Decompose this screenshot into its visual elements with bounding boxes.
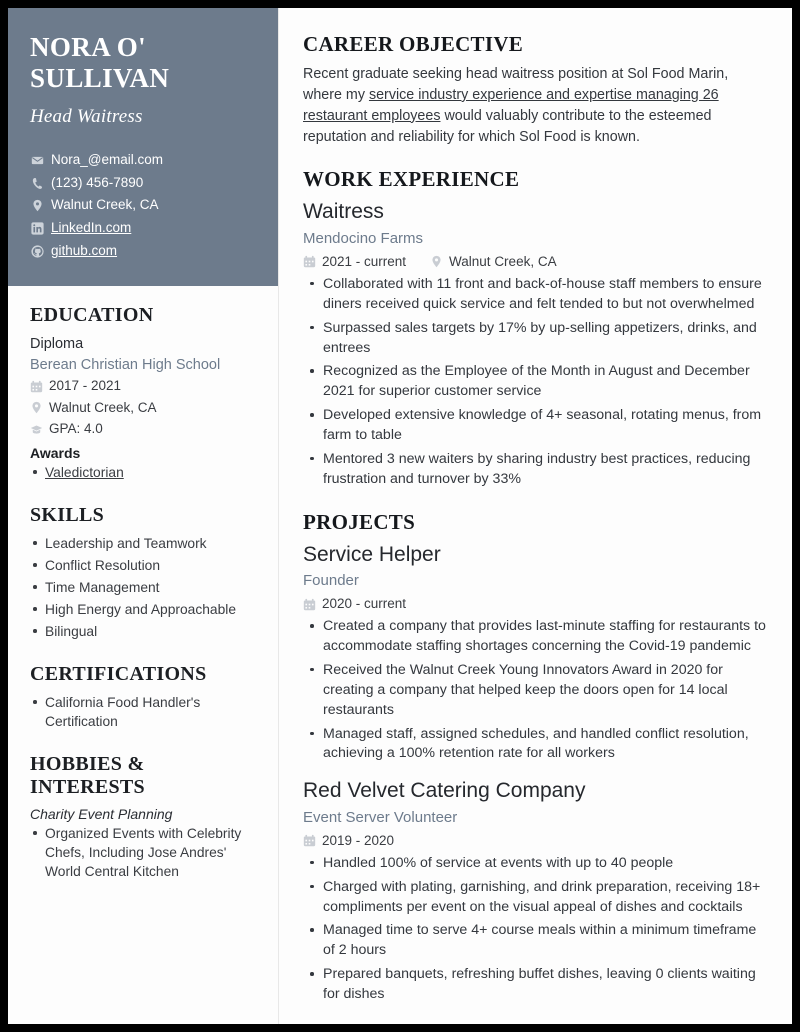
education-dates: 2017 - 2021 xyxy=(49,378,122,394)
list-item xyxy=(30,534,256,553)
list-item xyxy=(30,578,256,597)
education-dates-row xyxy=(30,376,256,396)
list-item xyxy=(30,622,256,641)
resume-page xyxy=(8,8,792,1024)
certifications-title: CERTIFICATIONS xyxy=(30,663,207,686)
entry-employer: Mendocino Farms xyxy=(303,229,424,247)
entry-employer: Founder xyxy=(303,571,359,589)
work-experience-section xyxy=(303,167,770,489)
sidebar-body xyxy=(8,286,278,913)
objective-part1: Recent graduate seeking head waitress position at Sol Food Marin, where my xyxy=(303,66,729,103)
graduation-cap-icon xyxy=(30,423,43,436)
main-column xyxy=(279,8,792,1024)
hobbies-list xyxy=(30,824,256,881)
list-item: Received the Walnut Creek Young Innovators Award in 2020 for creating a company that helped keep the doors open for 14 local restaurants xyxy=(303,661,770,721)
entry-employer: Event Server Volunteer xyxy=(303,808,458,826)
location-pin-icon xyxy=(30,199,44,213)
skills-title: SKILLS xyxy=(30,504,105,527)
projects-section xyxy=(303,510,770,1005)
contact-text: Nora_@email.com xyxy=(51,151,163,167)
entry-location-row xyxy=(430,252,557,272)
candidate-job-title: Head Waitress xyxy=(30,105,143,127)
list-item-text: Organized Events with Celebrity Chefs, Including Jose Andres' World Central Kitchen xyxy=(45,826,242,880)
hobbies-section xyxy=(30,753,256,881)
entry-dates-row xyxy=(303,594,406,614)
list-item-text: Bilingual xyxy=(45,624,98,640)
entry-dates-row xyxy=(303,252,406,272)
candidate-name: NORA O' SULLIVAN xyxy=(30,32,170,94)
education-location: Walnut Creek, CA xyxy=(49,399,157,415)
phone-icon xyxy=(30,176,44,190)
objective-part2: would valuably contribute to the esteemed reputation and reliability for which Sol Food is known. xyxy=(303,107,712,145)
entry-bullet-list xyxy=(303,275,770,490)
list-item: Collaborated with 11 front and back-of-house staff members to ensure diners received quick service and felt tended to but not overwhelmed xyxy=(303,275,770,315)
calendar-icon xyxy=(30,380,43,393)
contact-row[interactable] xyxy=(30,241,256,262)
entry-bullet-list xyxy=(303,617,770,764)
education-school: Berean Christian High School xyxy=(30,357,221,374)
entry-meta-line xyxy=(303,251,770,272)
education-gpa: GPA: 4.0 xyxy=(49,420,103,436)
list-item: Managed time to serve 4+ course meals within a minimum timeframe of 2 hours xyxy=(303,921,770,961)
list-item: Managed staff, assigned schedules, and handled conflict resolution, achieving a 100% retention rate for all workers xyxy=(303,725,770,765)
linkedin-icon xyxy=(30,222,44,236)
education-location-row xyxy=(30,398,256,418)
skills-section xyxy=(30,504,256,641)
list-item xyxy=(30,824,256,881)
entry-dates: 2019 - 2020 xyxy=(322,832,395,848)
list-item-text: High Energy and Approachable xyxy=(45,602,236,618)
career-objective-section xyxy=(303,32,770,147)
contact-row xyxy=(30,173,256,194)
envelope-icon xyxy=(30,153,44,167)
list-item-text: California Food Handler's Certification xyxy=(45,695,201,730)
awards-label: Awards xyxy=(30,445,81,462)
location-pin-icon xyxy=(30,401,43,414)
experience-entry xyxy=(303,542,770,765)
list-item xyxy=(30,600,256,619)
sidebar-header xyxy=(8,8,278,286)
entry-meta-line xyxy=(303,593,770,614)
contact-list xyxy=(30,150,256,263)
career-objective-text xyxy=(303,64,770,147)
list-item xyxy=(30,556,256,575)
career-objective-title: CAREER OBJECTIVE xyxy=(303,32,524,56)
work-entries xyxy=(303,199,770,489)
entry-location: Walnut Creek, CA xyxy=(449,253,557,269)
list-item: Prepared banquets, refreshing buffet dishes, leaving 0 clients waiting for dishes xyxy=(303,965,770,1005)
objective-underlined: service industry experience and expertise managing 26 restaurant employees xyxy=(303,86,719,124)
education-degree: Diploma xyxy=(30,336,84,353)
calendar-icon xyxy=(303,834,316,847)
contact-text: LinkedIn.com xyxy=(51,220,132,236)
work-experience-title: WORK EXPERIENCE xyxy=(303,167,520,192)
list-item xyxy=(30,463,256,482)
entry-dates-row xyxy=(303,831,394,851)
experience-entry xyxy=(303,778,770,1005)
list-item: Mentored 3 new waiters by sharing industry best practices, reducing frustration and turnover by 33% xyxy=(303,450,770,490)
contact-text: Walnut Creek, CA xyxy=(51,197,159,213)
calendar-icon xyxy=(303,255,316,268)
contact-row[interactable] xyxy=(30,218,256,239)
entry-meta-line xyxy=(303,830,770,851)
education-gpa-row xyxy=(30,419,256,439)
list-item: Developed extensive knowledge of 4+ seasonal, rotating menus, from farm to table xyxy=(303,406,770,446)
certifications-list xyxy=(30,693,256,731)
list-item-text: Valedictorian xyxy=(45,465,124,481)
entry-bullet-list xyxy=(303,854,770,1005)
awards-list xyxy=(30,463,256,482)
contact-text: (123) 456-7890 xyxy=(51,174,144,190)
project-entries xyxy=(303,542,770,1005)
list-item xyxy=(30,693,256,731)
entry-dates: 2020 - current xyxy=(322,595,407,611)
education-section xyxy=(30,304,256,482)
contact-row xyxy=(30,195,256,216)
skills-list xyxy=(30,534,256,641)
list-item: Recognized as the Employee of the Month in August and December 2021 for superior customer service xyxy=(303,362,770,402)
hobbies-title: HOBBIES & INTERESTS xyxy=(30,753,145,799)
certifications-section xyxy=(30,663,256,731)
entry-role: Red Velvet Catering Company xyxy=(303,779,586,803)
location-pin-icon xyxy=(430,255,443,268)
list-item: Handled 100% of service at events with up to 40 people xyxy=(303,854,770,874)
sidebar xyxy=(8,8,279,1024)
list-item: Charged with plating, garnishing, and drink preparation, receiving 18+ compliments per event on the visual appeal of dishes and cocktails xyxy=(303,878,770,918)
projects-title: PROJECTS xyxy=(303,509,416,534)
calendar-icon xyxy=(303,598,316,611)
hobbies-subtitle: Charity Event Planning xyxy=(30,806,173,823)
github-icon xyxy=(30,245,44,259)
list-item: Created a company that provides last-minute staffing for restaurants to accommodate staffing shortages concerning the Covid-19 pandemic xyxy=(303,617,770,657)
entry-dates: 2021 - current xyxy=(322,253,407,269)
list-item-text: Conflict Resolution xyxy=(45,558,161,574)
education-title: EDUCATION xyxy=(30,304,154,327)
contact-row xyxy=(30,150,256,171)
experience-entry xyxy=(303,199,770,489)
contact-text: github.com xyxy=(51,243,118,259)
list-item-text: Time Management xyxy=(45,580,160,596)
list-item: Surpassed sales targets by 17% by up-selling appetizers, drinks, and entrees xyxy=(303,319,770,359)
entry-role: Service Helper xyxy=(303,542,441,566)
list-item-text: Leadership and Teamwork xyxy=(45,536,207,552)
entry-role: Waitress xyxy=(303,200,384,224)
